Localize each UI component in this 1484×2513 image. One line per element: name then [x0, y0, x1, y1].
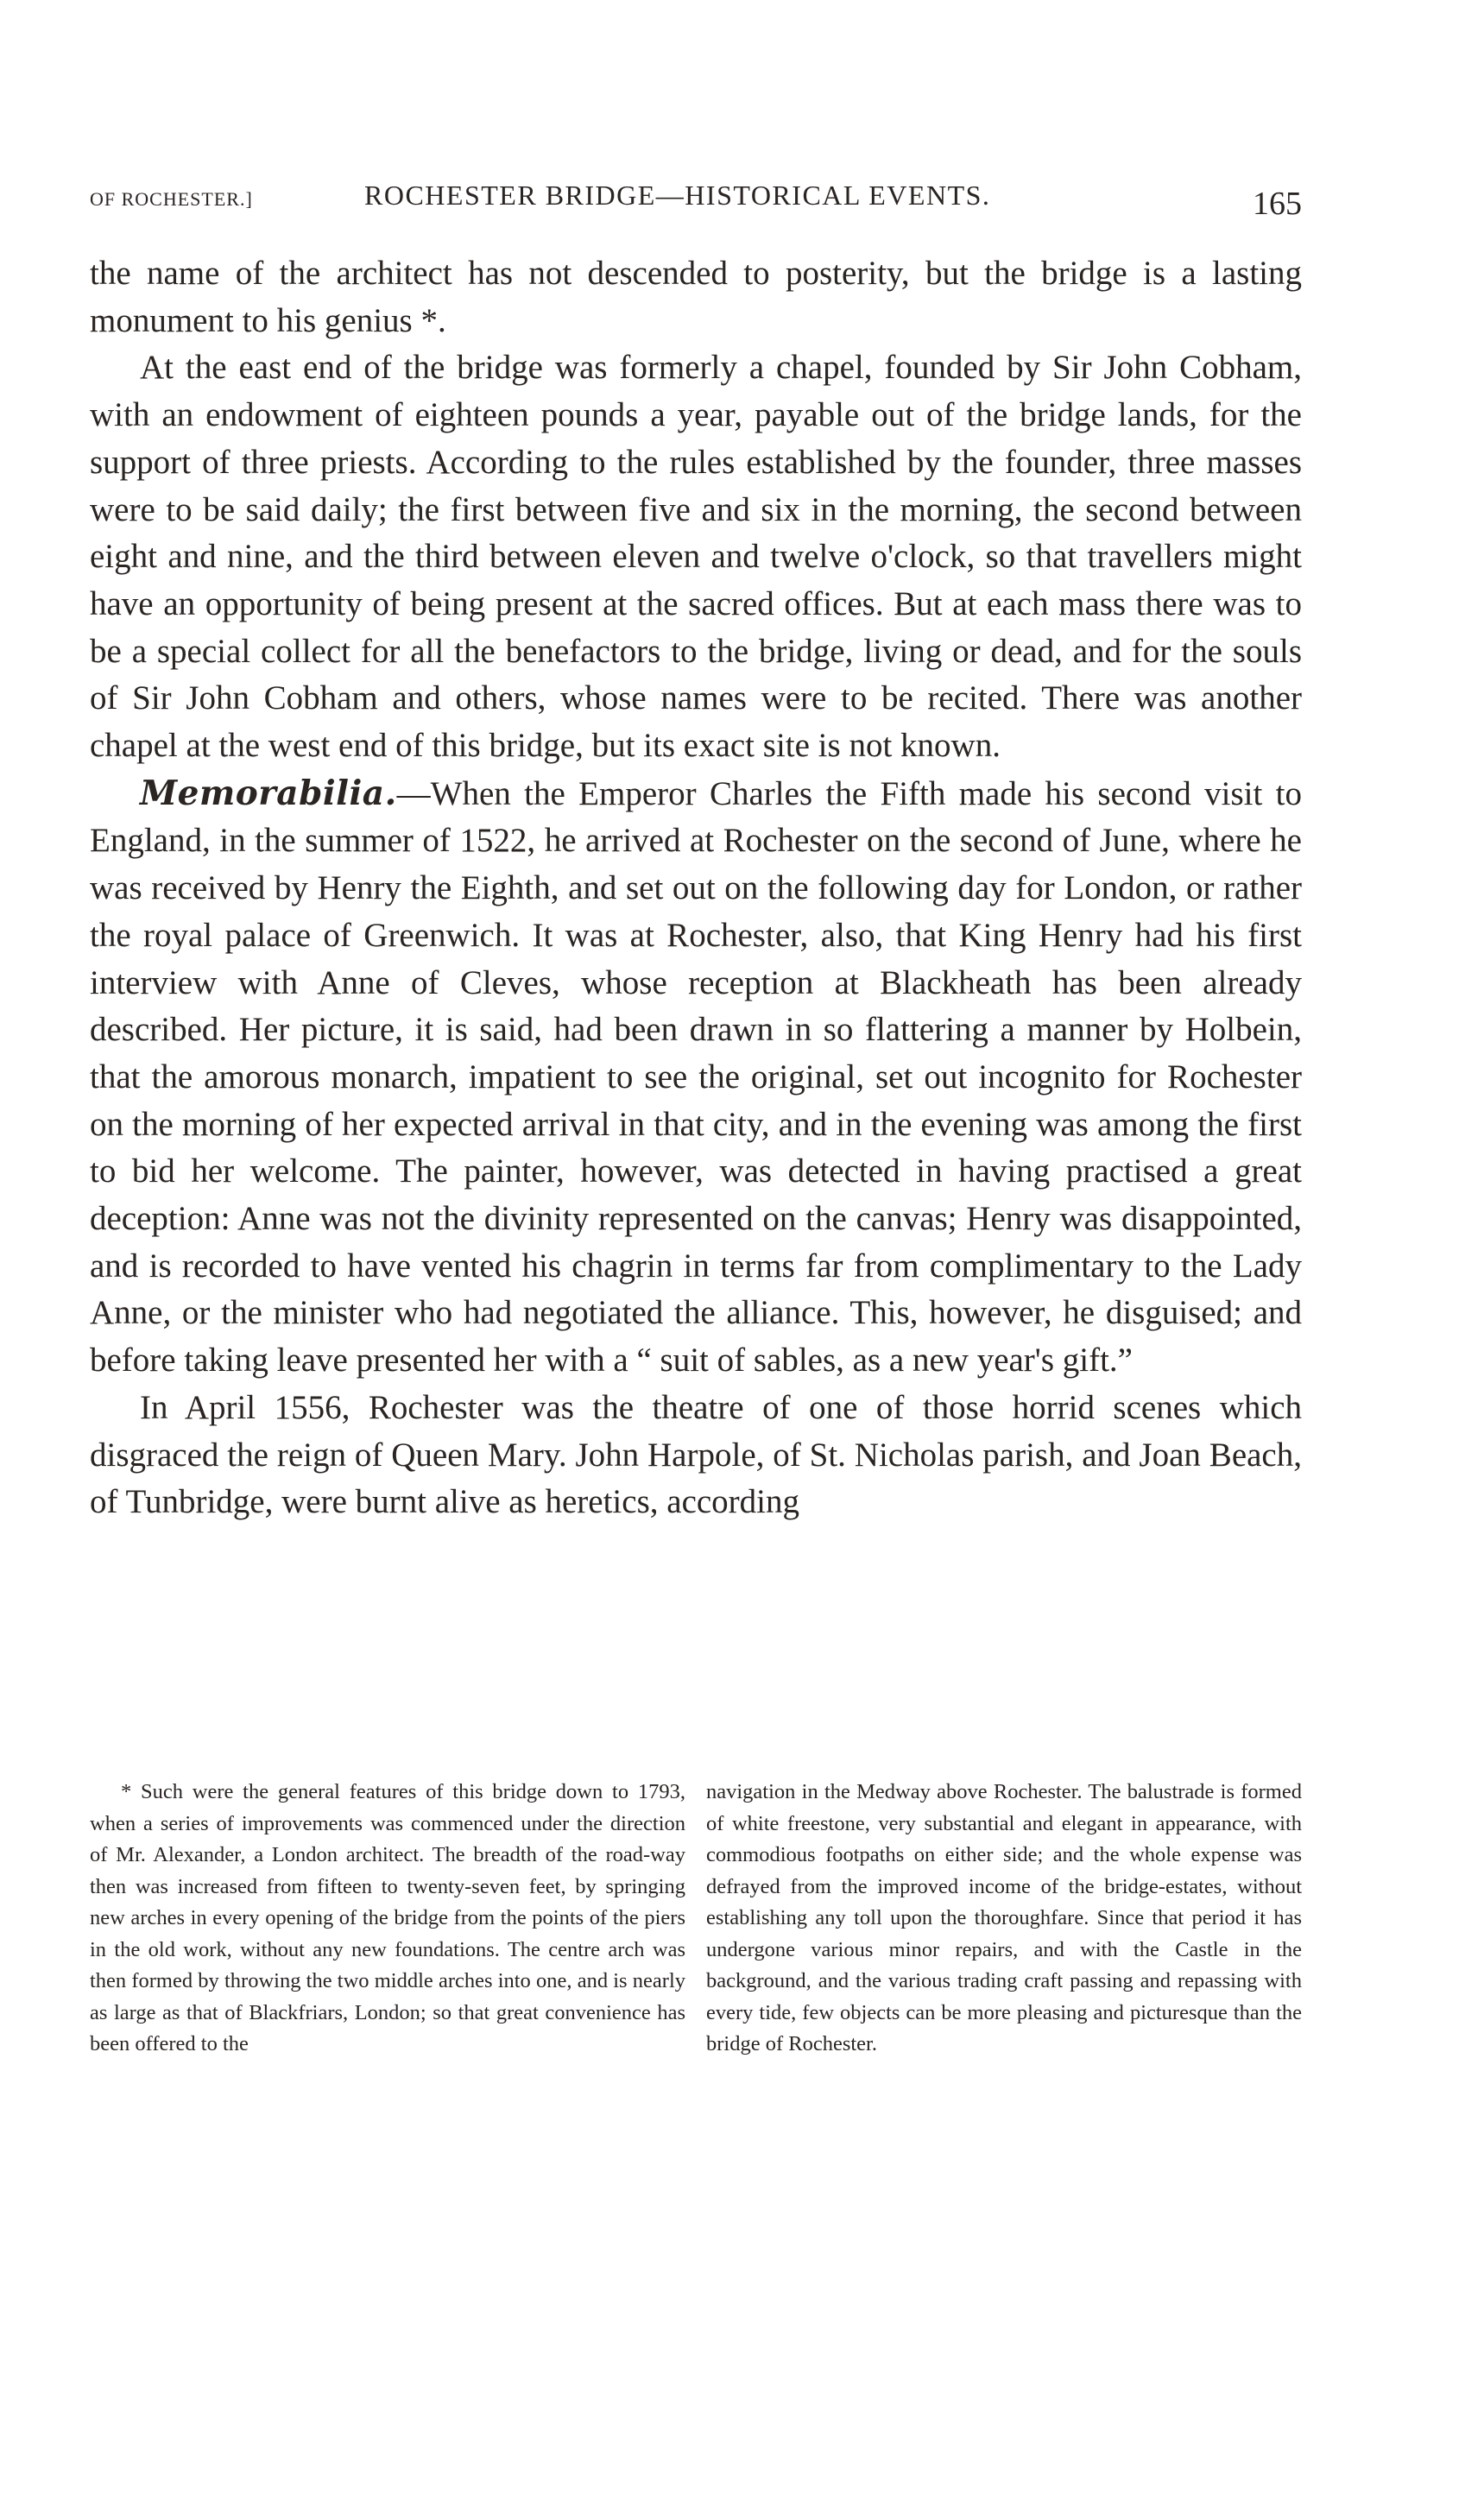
- paragraph-memorabilia: [90, 770, 1302, 1385]
- running-head-left: OF ROCHESTER.]: [90, 188, 253, 210]
- paragraph-continuation: the name of the architect has not descended to posterity, but the bridge is a lasting monument to his genius *.: [90, 255, 1302, 339]
- footnote-text-left: * Such were the general features of this bridge down to 1793, when a series of improvements was commenced under the direction of Mr. Alexander, a London architect. The breadth of the road-way then was increased from fifteen to twenty-seven feet, by springing new arches in every opening of the bridge from the points of the piers in the old work, without any new foundations. The centre arch was then formed by throwing the two middle arches into one, and is nearly as large as that of Blackfriars, London; so that great convenience has been offered to the: [90, 1780, 685, 2055]
- running-title: ROCHESTER BRIDGE—HISTORICAL EVENTS.: [364, 180, 991, 211]
- footnote-block: [90, 1777, 1302, 2061]
- page-number: 165: [1253, 186, 1302, 222]
- footnote-text-right: navigation in the Medway above Rochester. The balustrade is formed of white freestone, very substantial and elegant in appearance, with commodious footpaths on either side; and the whole expense was defrayed from the improved income of the bridge-estates, without establishing any toll upon the thoroughfare. Since that period it has undergone various minor repairs, and with the Castle in the background, and the various trading craft passing and repassing with every tide, few objects can be more pleasing and picturesque than the bridge of Rochester.: [706, 1780, 1302, 2055]
- paragraph-chapel: At the east end of the bridge was formerly a chapel, founded by Sir John Cobham, with an endowment of eighteen pounds a year, payable out of the bridge lands, for the support of three priests. According to the rules established by the founder, three masses were to be said daily; the first between five and six in the morning, the second between eight and nine, and the third between eleven and twelve o'clock, so that travellers might have an opportunity of being present at the sacred offices. But at each mass there was to be a special collect for all the benefactors to the bridge, living or dead, and for the souls of Sir John Cobham and others, whose names were to be recited. There was another chapel at the west end of this bridge, but its exact site is not known.: [90, 349, 1302, 765]
- memorabilia-heading: Memorabilia.: [140, 773, 397, 813]
- paragraph-april-1556: In April 1556, Rochester was the theatre of one of those horrid scenes which disgraced the reign of Queen Mary. John Harpole, of St. Nicholas parish, and Joan Beach, of Tunbridge, were burnt alive as heretics, according: [90, 1388, 1302, 1521]
- footnote-column-right: [706, 1777, 1302, 2061]
- footnote-column-left: [90, 1777, 685, 2061]
- main-text: [90, 250, 1302, 1526]
- memorabilia-text: —When the Emperor Charles the Fifth made his second visit to England, in the summer of 1522, he arrived at Rochester on the second of June, where he was received by Henry the Eighth, and set out on the following day for London, or rather the royal palace of Greenwich. It was at Rochester, also, that King Henry had his first interview with Anne of Cleves, whose reception at Blackheath has been already described. Her picture, it is said, had been drawn in so flattering a manner by Holbein, that the amorous monarch, impatient to see the original, set out incognito for Rochester on the morning of her expected arrival in that city, and in the evening was among the first to bid her welcome. The painter, however, was detected in having practised a great deception: Anne was not the divinity represented on the canvas; Henry was disappointed, and is recorded to have vented his chagrin in terms far from complimentary to the Lady Anne, or the minister who had negotiated the alliance. This, however, he disguised; and before taking leave presented her with a “ suit of sables, as a new year's gift.”: [90, 774, 1302, 1380]
- page-header: [90, 178, 1302, 221]
